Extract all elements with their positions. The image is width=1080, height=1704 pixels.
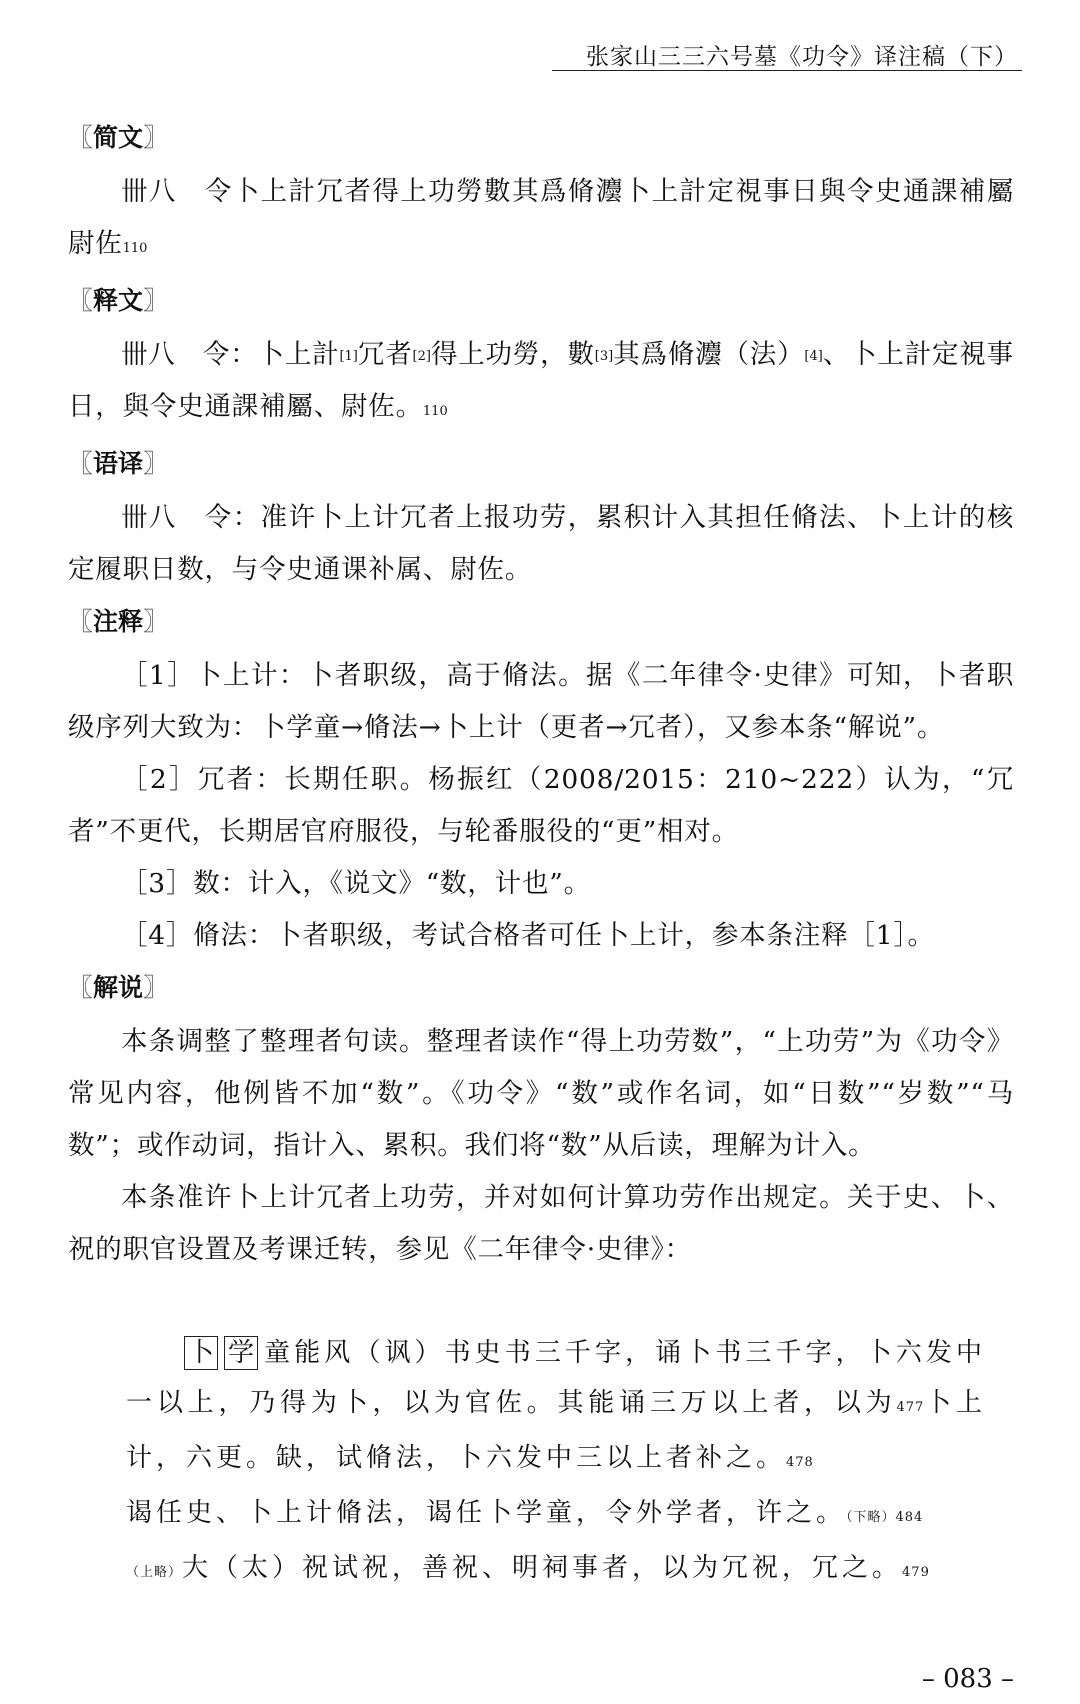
slip-number: 479 bbox=[902, 1565, 930, 1580]
section-heading-jieshuo: 〖解说〗 bbox=[68, 973, 169, 1002]
jieshuo-paragraph-1: 本条调整了整理者句读。整理者读作“得上功劳数”，“上功劳”为《功令》常见内容，他例皆不加“数”。《功令》“数”或作名词，如“日数”“岁数”“马数”；或作动词，指计入、累积。我们将“数”从后读，理解为计入。 bbox=[68, 1026, 1014, 1161]
quote-paragraph-3: （上略）大（太）祝试祝，善祝、明祠事者，以为冗祝，冗之。479 bbox=[126, 1553, 930, 1583]
slip-number: 110 bbox=[122, 241, 148, 256]
section-heading-jianwen: 〖简文〗 bbox=[68, 123, 169, 152]
section-heading-yiyi: 〖语译〗 bbox=[68, 449, 169, 478]
footnote-marker: [2] bbox=[412, 349, 431, 364]
slip-number: 477 bbox=[896, 1400, 925, 1415]
note-4: ［4］脩法：卜者职级，考试合格者可任卜上计，参本条注释［1］。 bbox=[121, 920, 935, 951]
section-heading-zhushi: 〖注释〗 bbox=[68, 607, 169, 636]
yiyi-text: 卌八 令：准许卜上计冗者上报功劳，累积计入其担任脩法、卜上计的核定履职日数，与令史通课补属、尉佐。 bbox=[68, 502, 1014, 585]
note-3: ［3］数：计入，《说文》“数，计也”。 bbox=[121, 868, 591, 899]
boxed-character: 卜 bbox=[184, 1336, 218, 1370]
footnote-marker: [4] bbox=[804, 349, 823, 364]
quote-paragraph-1: 卜 学 童能风（讽）书史书三千字，诵卜书三千字，卜六发中一以上，乃得为卜，以为官佐。其能诵三万以上者，以为477卜上计，六更。缺，试脩法，卜六发中三以上者补之。478 bbox=[126, 1338, 986, 1473]
note-2: ［2］冗者：长期任职。杨振红（2008/2015：210~222）认为，“冗者”不更代，长期居官府服役，与轮番服役的“更”相对。 bbox=[68, 764, 1014, 847]
note-1: ［1］卜上计：卜者职级，高于脩法。据《二年律令·史律》可知，卜者职级序列大致为：卜学童→脩法→卜上计（更者→冗者），又参本条“解说”。 bbox=[68, 660, 1014, 743]
slip-number: （下略）484 bbox=[846, 1510, 924, 1525]
quote-paragraph-2: 谒任史、卜上计脩法，谒任卜学童，令外学者，许之。（下略）484 bbox=[126, 1498, 924, 1528]
section-heading-shiwen: 〖释文〗 bbox=[68, 286, 169, 315]
slip-number: 478 bbox=[786, 1455, 814, 1470]
omission-mark: （上略） bbox=[126, 1565, 183, 1580]
footnote-marker: [1] bbox=[339, 349, 358, 364]
running-header: 张家山三三六号墓《功令》译注稿（下） bbox=[586, 44, 1018, 70]
footnote-marker: [3] bbox=[594, 349, 614, 364]
jianwen-text: 卌八 令卜上計冗者得上功勞數其爲脩灋卜上計定視事日與令史通課補屬尉佐110 bbox=[68, 176, 1014, 259]
page-number: – 083 – bbox=[921, 1664, 1014, 1694]
boxed-character: 学 bbox=[224, 1336, 258, 1370]
quotation-block bbox=[126, 1328, 986, 1598]
header-rule bbox=[552, 70, 1022, 71]
jieshuo-paragraph-2: 本条准许卜上计冗者上功劳，并对如何计算功劳作出规定。关于史、卜、祝的职官设置及考课迁转，参见《二年律令·史律》： bbox=[68, 1182, 1014, 1265]
page-content bbox=[68, 112, 1014, 1598]
shiwen-text: 卌八 令：卜上計[1]冗者[2]得上功勞，數[3]其爲脩灋（法）[4]、卜上計定視事日，與令史通課補屬、尉佐。110 bbox=[68, 339, 1014, 422]
slip-number: 110 bbox=[422, 404, 448, 419]
